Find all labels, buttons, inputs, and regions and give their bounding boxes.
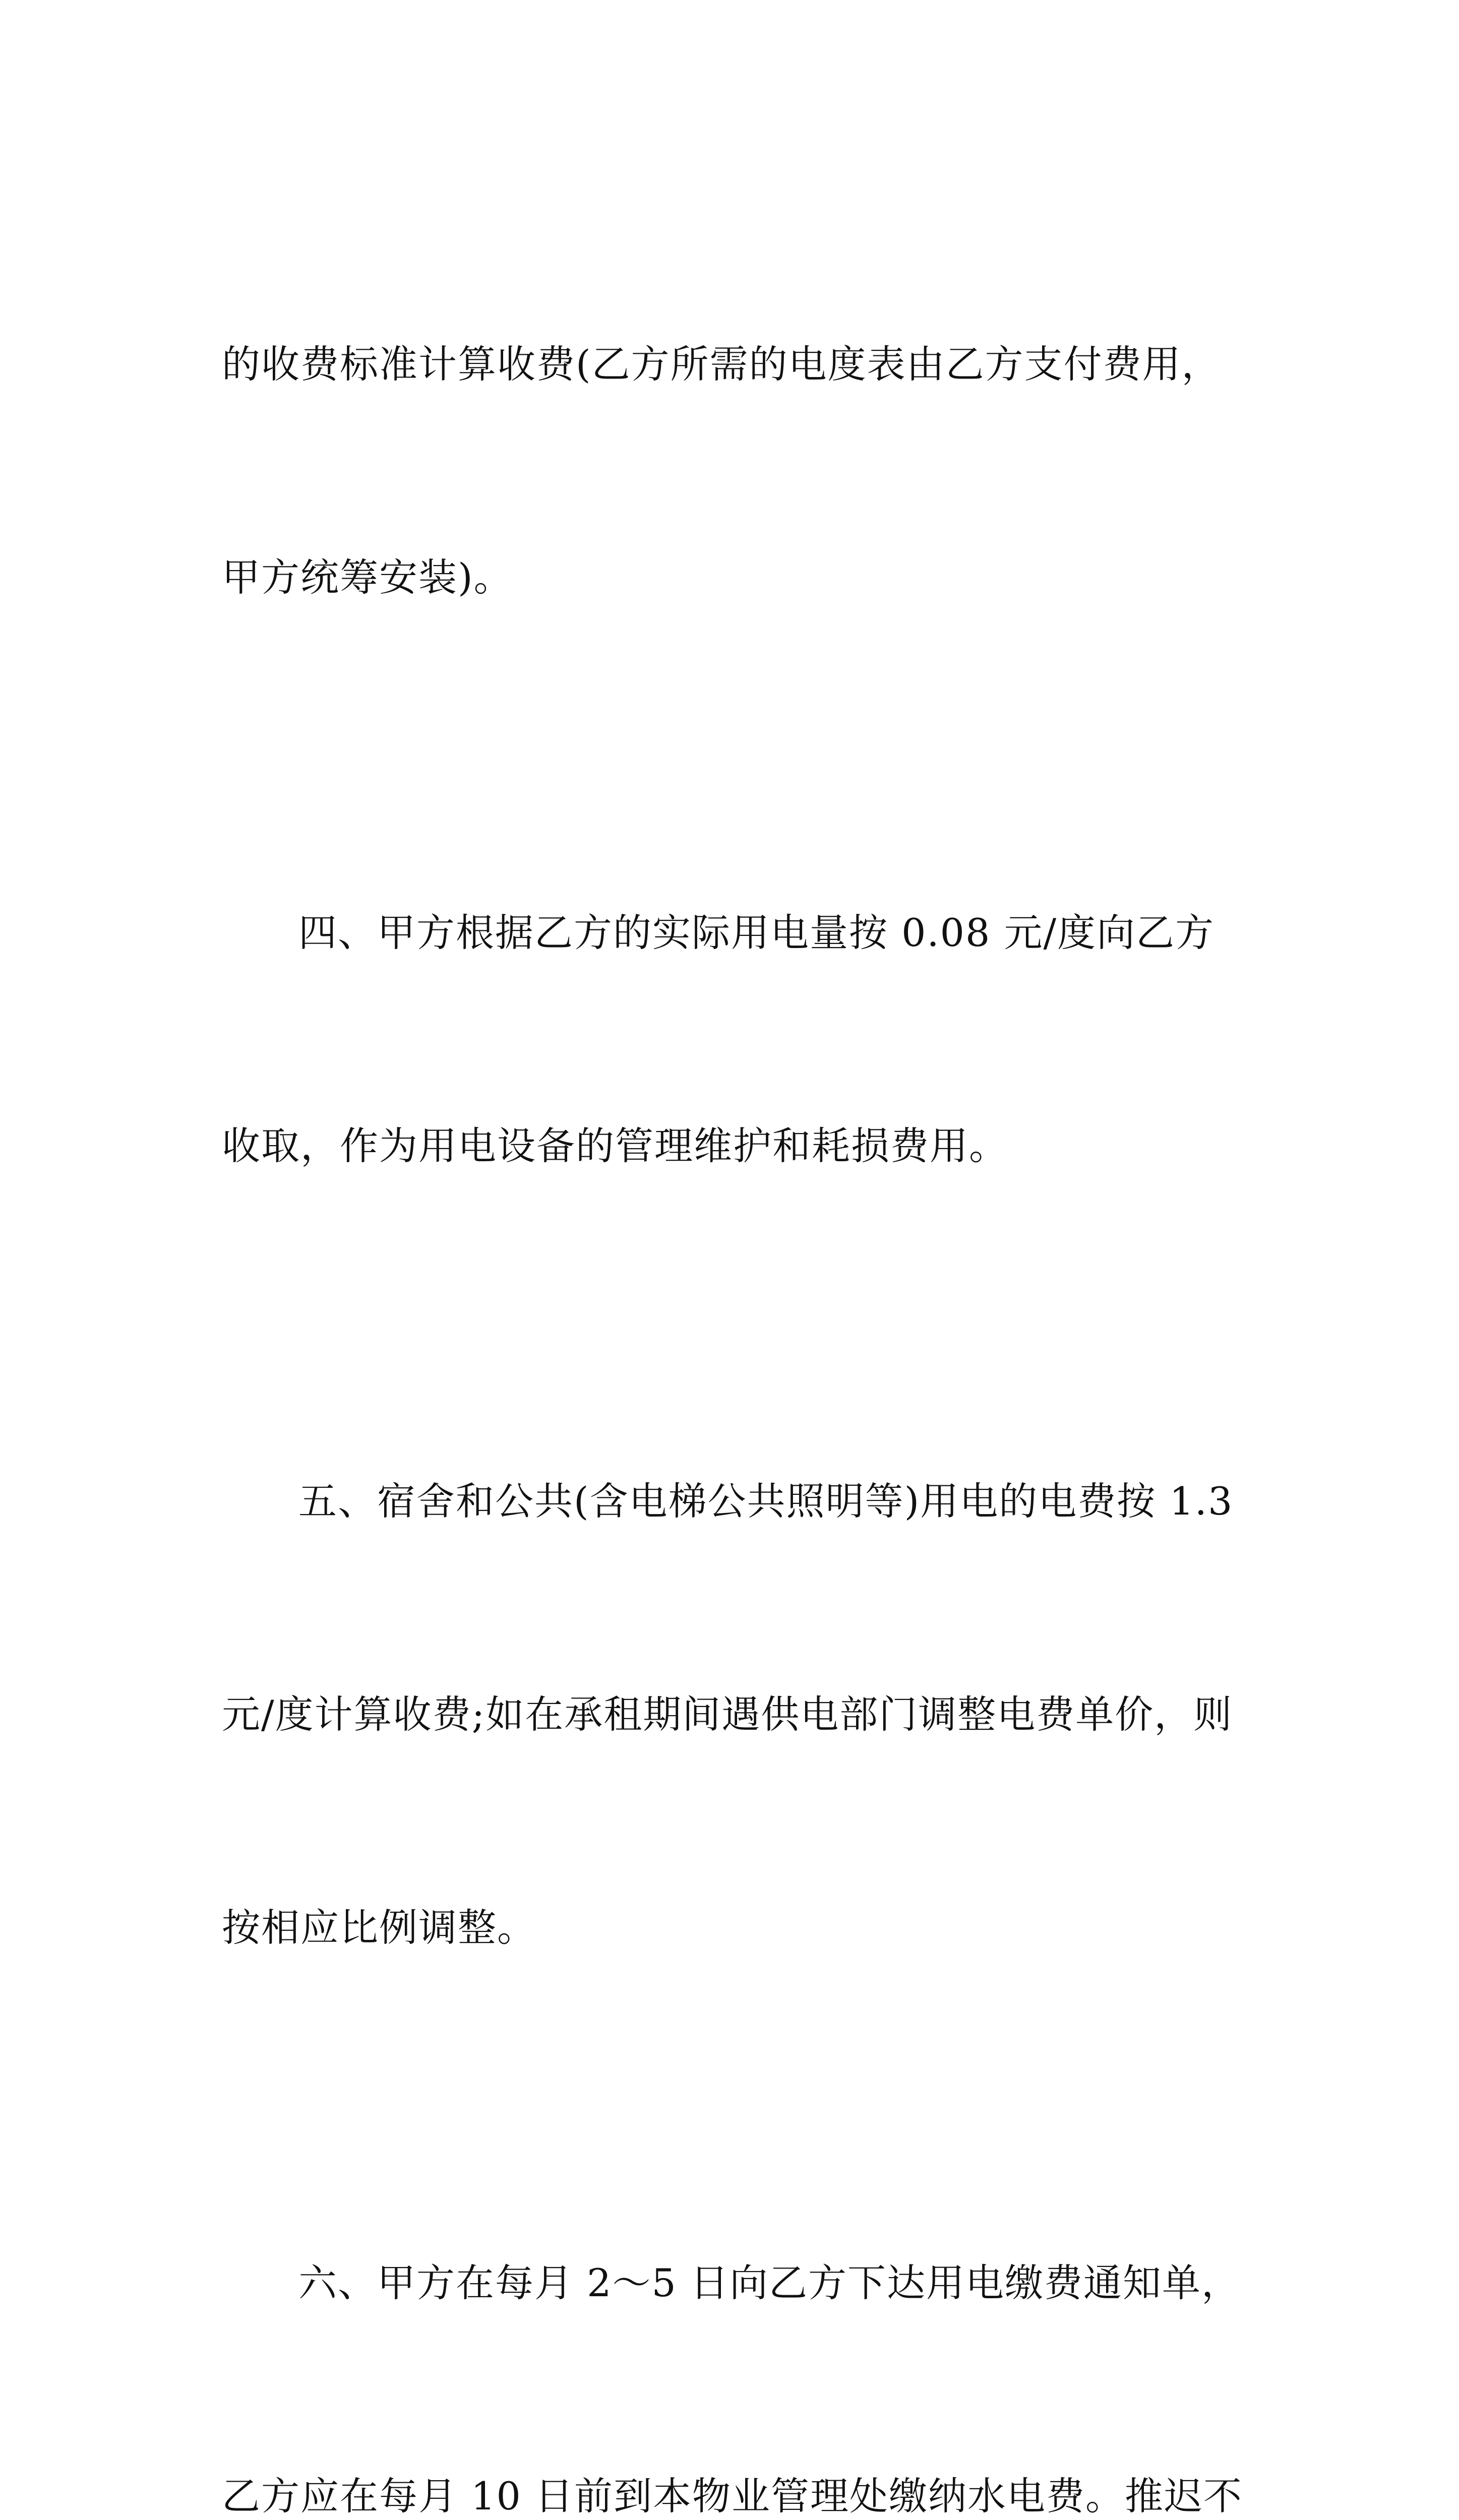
text-line: 乙方应在每月 10 日前到本物业管理处缴纳水电费。推迟不: [222, 2474, 1243, 2518]
document-body: [222, 186, 1250, 2520]
text-line: 甲方统筹安装)。: [222, 555, 513, 600]
paragraph-electricity-meter: [222, 186, 1250, 755]
text-line: 四、甲方根据乙方的实际用电量按 0.08 元/度向乙方: [298, 910, 1215, 955]
text-line: 五、宿舍和公共(含电梯公共照明等)用电的电费按 1.3: [298, 1479, 1234, 1524]
paragraph-clause-4: [222, 755, 1250, 1324]
text-line: 六、甲方在每月 2～5 日向乙方下达用电缴费通知单，: [298, 2260, 1241, 2305]
text-line: 收取，作为用电设备的管理维护和耗损费用。: [222, 1123, 1008, 1168]
text-line: 按相应比例调整。: [222, 1905, 536, 1950]
paragraph-clause-5: [222, 1324, 1250, 2105]
paragraph-clause-6: [222, 2105, 1250, 2520]
text-line: 的收费标准计算收费(乙方所需的电度表由乙方支付费用，: [222, 342, 1221, 387]
text-line: 元/度计算收费;如在承租期间遇供电部门调整电费单价，则: [222, 1692, 1233, 1737]
